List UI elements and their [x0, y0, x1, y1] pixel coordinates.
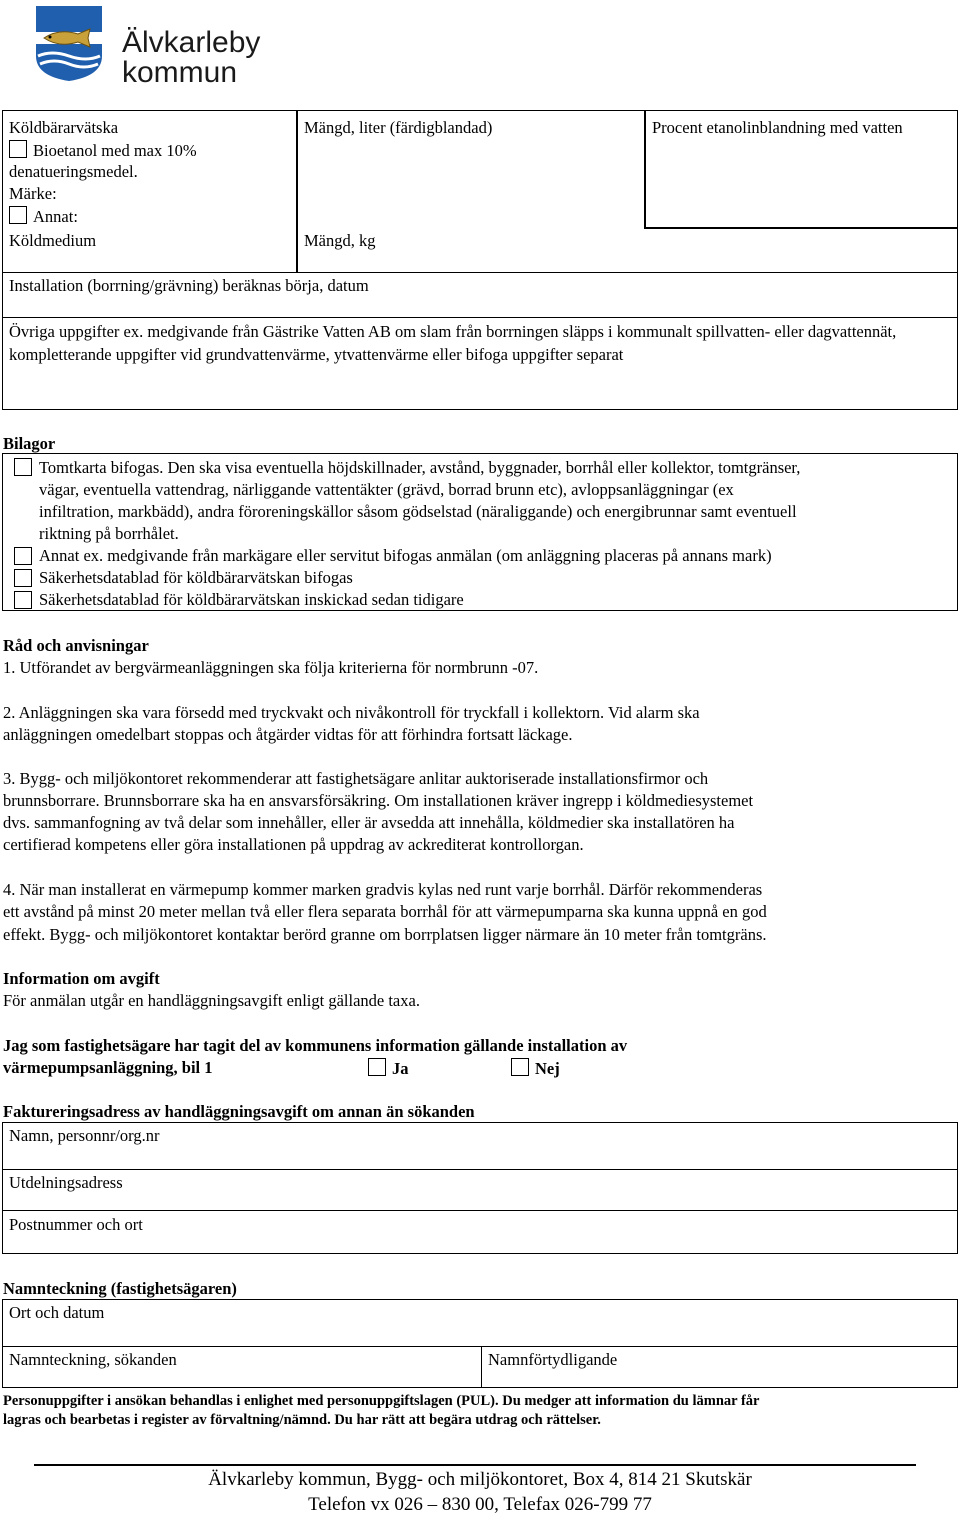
- safety-sheet-sent-label: Säkerhetsdatablad för köldbärarvätskan inskickad sedan tidigare: [39, 590, 464, 609]
- consent-no-label: Nej: [535, 1059, 560, 1078]
- signature-label: Namnteckning, sökanden: [9, 1350, 177, 1369]
- ethanol-percent-label: Procent etanolinblandning med vatten: [652, 118, 903, 137]
- billing-address-field[interactable]: [2, 1169, 958, 1211]
- consent-no-option[interactable]: [511, 1058, 560, 1080]
- consent-no-checkbox[interactable]: [511, 1058, 529, 1076]
- fee-heading: Information om avgift: [3, 969, 160, 988]
- billing-postal-field[interactable]: [2, 1210, 958, 1254]
- site-map-line-3: infiltration, markbädd), andra föroreningskällor såsom gödselstad (näraliggande) och energibrunnar samt eventuell: [39, 502, 797, 521]
- refrigerant-row-divider: [644, 227, 958, 229]
- consent-line-1: Jag som fastighetsägare har tagit del av kommunens information gällande installation av: [3, 1036, 628, 1055]
- name-clarification-label: Namnförtydligande: [488, 1350, 618, 1369]
- consent-yes-label: Ja: [392, 1059, 409, 1078]
- site-map-line-4: riktning på borrhålet.: [39, 524, 179, 543]
- site-map-line-2: vägar, eventuella vattendrag, närliggande vattentäkter (grävd, borrad brunn etc), avloppsanläggningar (ex: [39, 480, 734, 499]
- other-refrigerant-checkbox[interactable]: [9, 206, 27, 224]
- footer-divider: [34, 1464, 916, 1466]
- other-refrigerant-label: Annat:: [33, 207, 78, 226]
- consent-yes-option[interactable]: [368, 1058, 409, 1080]
- bioethanol-checkbox[interactable]: [9, 140, 27, 158]
- installation-start-label: Installation (borrning/grävning) beräknas börja, datum: [9, 276, 369, 295]
- advice-point-1: 1. Utförandet av bergvärmeanläggningen ska följa kriterierna för normbrunn -07.: [3, 658, 539, 677]
- logo-line-2: kommun: [122, 56, 238, 89]
- refrigerant-col-divider-2: [644, 110, 646, 228]
- refrigerant-medium-label: Köldmedium: [9, 231, 97, 250]
- brand-field-label: Märke:: [9, 184, 57, 203]
- footer-phone: Telefon vx 026 – 830 00, Telefax 026-799 77: [308, 1494, 652, 1515]
- attachments-heading: Bilagor: [3, 434, 56, 453]
- advice-point-4-line-1: 4. När man installerat en värmepump kommer marken gradvis kylas ned runt varje borrhål. Därför rekommenderas: [3, 880, 763, 899]
- signature-heading: Namnteckning (fastighetsägaren): [3, 1279, 237, 1298]
- advice-point-3-line-4: certifierad kompetens eller göra installationen på uppdrag av ackrediterat kontrollorgan.: [3, 835, 584, 854]
- place-date-label: Ort och datum: [9, 1303, 105, 1322]
- consent-yes-checkbox[interactable]: [368, 1058, 386, 1076]
- billing-address-label: Utdelningsadress: [9, 1173, 123, 1192]
- quantity-kg-label: Mängd, kg: [304, 231, 376, 250]
- refrigerant-col-divider-1: [296, 110, 298, 273]
- advice-point-4-line-3: effekt. Bygg- och miljökontoret kontaktar berörd granne om borrplatsen ligger närmare än 10 meter från tomtgräns.: [3, 925, 767, 944]
- landowner-consent-label: Annat ex. medgivande från markägare eller servitut bifogas anmälan (om anläggning placeras på annans mark): [39, 546, 772, 565]
- safety-sheet-sent-checkbox[interactable]: [14, 591, 32, 609]
- logo-line-1: Älvkarleby: [122, 26, 261, 59]
- billing-postal-label: Postnummer och ort: [9, 1215, 143, 1234]
- advice-point-3-line-1: 3. Bygg- och miljökontoret rekommenderar att fastighetsägare anlitar auktoriserade installationsfirmor och: [3, 769, 709, 788]
- billing-name-label: Namn, personnr/org.nr: [9, 1126, 160, 1145]
- gdpr-notice-line-1: Personuppgifter i ansökan behandlas i enlighet med personuppgiftslagen (PUL). Du medger att information du lämnar får: [3, 1393, 760, 1409]
- footer-address: Älvkarleby kommun, Bygg- och miljökontoret, Box 4, 814 21 Skutskär: [208, 1469, 752, 1490]
- advice-point-2-line-2: anläggningen omedelbart stoppas och åtgärder vidtas för att förhindra fortsatt läckage.: [3, 725, 573, 744]
- bioethanol-label: Bioetanol med max 10%: [33, 141, 197, 160]
- place-date-field[interactable]: [2, 1299, 958, 1347]
- gdpr-notice-line-2: lagras och bearbetas i register av förvaltning/nämnd. Du har rätt att begära utdrag och rättelser.: [3, 1412, 601, 1428]
- bioethanol-label-cont: denatueringsmedel.: [9, 162, 138, 181]
- refrigerant-label: Köldbärarvätska: [9, 118, 119, 137]
- safety-sheet-attached-label: Säkerhetsdatablad för köldbärarvätskan bifogas: [39, 568, 353, 587]
- advice-point-3-line-3: dvs. sammanfogning av två delar som innehåller, eller är avsedda att innehålla, köldmedier ska installatören ha: [3, 813, 735, 832]
- quantity-liter-label: Mängd, liter (färdigblandad): [304, 118, 493, 137]
- advice-point-4-line-2: ett avstånd på minst 20 meter mellan två eller flera separata borrhål för att värmepumparna ska kunna uppnå en god: [3, 902, 767, 921]
- billing-heading: Faktureringsadress av handläggningsavgift om annan än sökanden: [3, 1102, 475, 1121]
- advice-point-2-line-1: 2. Anläggningen ska vara försedd med tryckvakt och nivåkontroll för tryckfall i kollektorn. Vid alarm ska: [3, 703, 700, 722]
- landowner-consent-checkbox[interactable]: [14, 547, 32, 565]
- other-refrigerant-option[interactable]: [9, 206, 78, 228]
- bioethanol-option[interactable]: [9, 140, 197, 162]
- safety-sheet-attached-checkbox[interactable]: [14, 569, 32, 587]
- site-map-checkbox[interactable]: [14, 458, 32, 476]
- site-map-line-1: Tomtkarta bifogas. Den ska visa eventuella höjdskillnader, avstånd, byggnader, borrhål eller kollektor, tomtgränser,: [39, 458, 801, 477]
- municipal-coat-of-arms-icon: [34, 4, 104, 82]
- other-info-label: Övriga uppgifter ex. medgivande från Gästrike Vatten AB om slam från borrningen släpps i kommunalt spillvatten- eller dagvattennät, kompletterande uppgifter vid grundvattenvärme, ytvattenvärme eller bifoga uppgifter separat: [9, 322, 897, 364]
- fee-text: För anmälan utgår en handläggningsavgift enligt gällande taxa.: [3, 991, 420, 1010]
- advice-heading: Råd och anvisningar: [3, 636, 149, 655]
- advice-point-3-line-2: brunnsborrare. Brunnsborrare ska ha en ansvarsförsäkring. Om installationen kräver ingrepp i köldmediesystemet: [3, 791, 754, 810]
- municipality-logo: [34, 4, 264, 89]
- consent-line-2: värmepumpsanläggning, bil 1: [3, 1058, 213, 1077]
